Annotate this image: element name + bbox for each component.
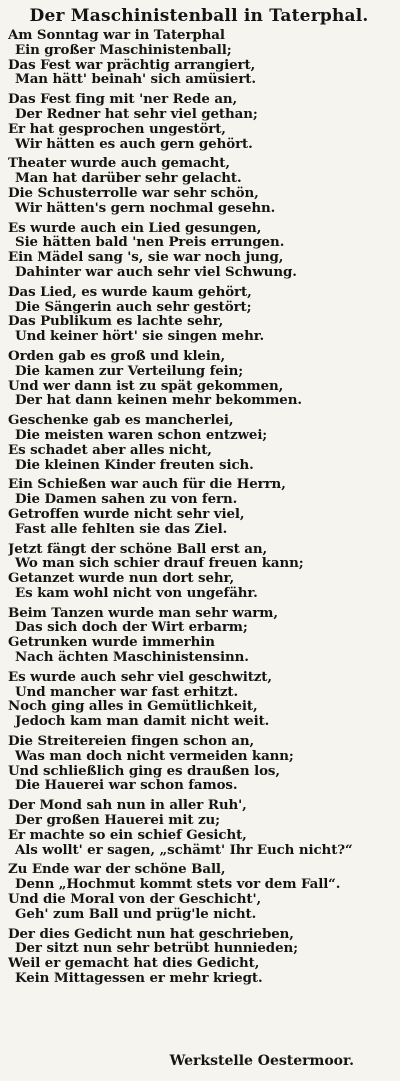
poem-body — [8, 28, 390, 986]
poem-line: Die kamen zur Verteilung fein; — [15, 363, 244, 379]
poem-line: Geh' zum Ball und prüg'le nicht. — [15, 906, 257, 922]
poem-line: Die Sängerin auch sehr gestört; — [15, 299, 252, 315]
poem-line: Beim Tanzen wurde man sehr warm, — [8, 605, 278, 621]
poem-line: Die meisten waren schon entzwei; — [15, 427, 268, 443]
poem-line: Der Mond sah nun in aller Ruh', — [8, 798, 247, 814]
poem-line: Jedoch kam man damit nicht weit. — [15, 714, 270, 730]
stanza — [8, 542, 390, 601]
poem-line: Es kam wohl nicht von ungefähr. — [15, 585, 258, 601]
poem-line: Die Streitereien fingen schon an, — [8, 734, 255, 749]
poem-line: Wir hätten es auch gern gehört. — [15, 136, 253, 152]
poem-title: Der Maschinistenball in Taterphal. — [29, 6, 369, 26]
poem-line: Was man doch nicht vermeiden kann; — [15, 748, 294, 764]
poem-line: Man hätt' beinah' sich amüsiert. — [15, 72, 256, 88]
poem-line: Und wer dann ist zu spät gekommen, — [8, 378, 284, 394]
poem-line: Das Fest war prächtig arrangiert, — [8, 57, 256, 73]
stanza — [8, 862, 390, 921]
stanza — [8, 606, 390, 665]
poem-line: Denn „Hochmut kommt stets vor dem Fall“. — [15, 877, 341, 893]
poem-line: Es schadet aber alles nicht, — [8, 442, 212, 458]
poem-line: Kein Mittagessen er mehr kriegt. — [15, 971, 263, 986]
poem-line: Dahinter war auch sehr viel Schwung. — [15, 264, 297, 280]
poem-line: Der dies Gedicht nun hat geschrieben, — [8, 926, 294, 942]
poem-line: Es wurde auch sehr viel geschwitzt, — [8, 669, 272, 685]
stanza — [8, 92, 390, 151]
stanza — [8, 670, 390, 729]
stanza — [8, 221, 390, 280]
poem-line: Wir hätten's gern nochmal gesehn. — [15, 200, 276, 216]
poem-line: Und keiner hört' sie singen mehr. — [15, 329, 265, 344]
poem-line: Nach ächten Maschinistensinn. — [15, 650, 249, 665]
poem-line: Getanzet wurde nun dort sehr, — [8, 571, 235, 586]
poem-line: Getrunken wurde immerhin — [8, 635, 215, 651]
poem-line: Sie hätten bald 'nen Preis errungen. — [15, 235, 285, 251]
poem-line: Der großen Hauerei mit zu; — [15, 813, 220, 828]
poem-line: Ein Schießen war auch für die Herrn, — [8, 477, 286, 493]
poem-line: Noch ging alles in Gemütlichkeit, — [8, 699, 258, 715]
poem-line: Und mancher war fast erhitzt. — [15, 684, 239, 700]
poem-line: Als wollt' er sagen, „schämt' Ihr Euch nicht?“ — [15, 842, 353, 858]
poem-line: Der sitzt nun sehr betrübt hunnieden; — [15, 941, 298, 957]
poem-line: Das Lied, es wurde kaum gehört, — [8, 284, 252, 300]
poem-line: Theater wurde auch gemacht, — [8, 156, 230, 172]
poem-line: Es wurde auch ein Lied gesungen, — [8, 220, 262, 236]
poem-line: Ein großer Maschinistenball; — [15, 42, 232, 58]
poem-line: Orden gab es groß und klein, — [8, 348, 226, 364]
stanza — [8, 927, 390, 986]
poem-line: Zu Ende war der schöne Ball, — [8, 862, 226, 878]
poem-line: Wo man sich schier drauf freuen kann; — [15, 556, 304, 572]
poem-line: Jetzt fängt der schöne Ball erst an, — [8, 541, 268, 557]
stanza — [8, 156, 390, 215]
poem-line: Die Schusterrolle war sehr schön, — [8, 185, 259, 201]
poem-line: Das Fest fing mit 'ner Rede an, — [8, 92, 238, 107]
stanza — [8, 285, 390, 344]
poem-line: Der hat dann keinen mehr bekommen. — [15, 393, 302, 409]
poem-line: Ein Mädel sang 's, sie war noch jung, — [8, 250, 284, 265]
stanza — [8, 413, 390, 472]
poem-line: Und die Moral von der Geschicht', — [8, 892, 262, 907]
poem-line: Weil er gemacht hat dies Gedicht, — [8, 956, 260, 972]
poem-line: Das sich doch der Wirt erbarm; — [15, 620, 248, 636]
stanza — [8, 28, 390, 87]
poem-line: Das Publikum es lachte sehr, — [8, 314, 224, 330]
poem-line: Fast alle fehlten sie das Ziel. — [15, 521, 228, 537]
poem-line: Getroffen wurde nicht sehr viel, — [8, 506, 245, 522]
poem-line: Geschenke gab es mancherlei, — [8, 413, 234, 428]
poem-line: Man hat darüber sehr gelacht. — [15, 171, 242, 186]
poem-line: Er hat gesprochen ungestört, — [8, 121, 226, 137]
stanza — [8, 734, 390, 793]
poem-line: Er machte so ein schief Gesicht, — [8, 827, 247, 843]
poem-line: Die kleinen Kinder freuten sich. — [15, 457, 254, 473]
poem-line: Die Hauerei war schon famos. — [15, 778, 238, 794]
poem-line: Der Redner hat sehr viel gethan; — [15, 106, 258, 122]
signature: Werkstelle Oestermoor. — [169, 1053, 354, 1069]
poem-line: Und schließlich ging es draußen los, — [8, 763, 280, 779]
poem-line: Die Damen sahen zu von fern. — [15, 492, 238, 507]
stanza — [8, 349, 390, 408]
stanza — [8, 477, 390, 536]
poem-line: Am Sonntag war in Taterphal — [8, 28, 225, 43]
stanza — [8, 798, 390, 857]
